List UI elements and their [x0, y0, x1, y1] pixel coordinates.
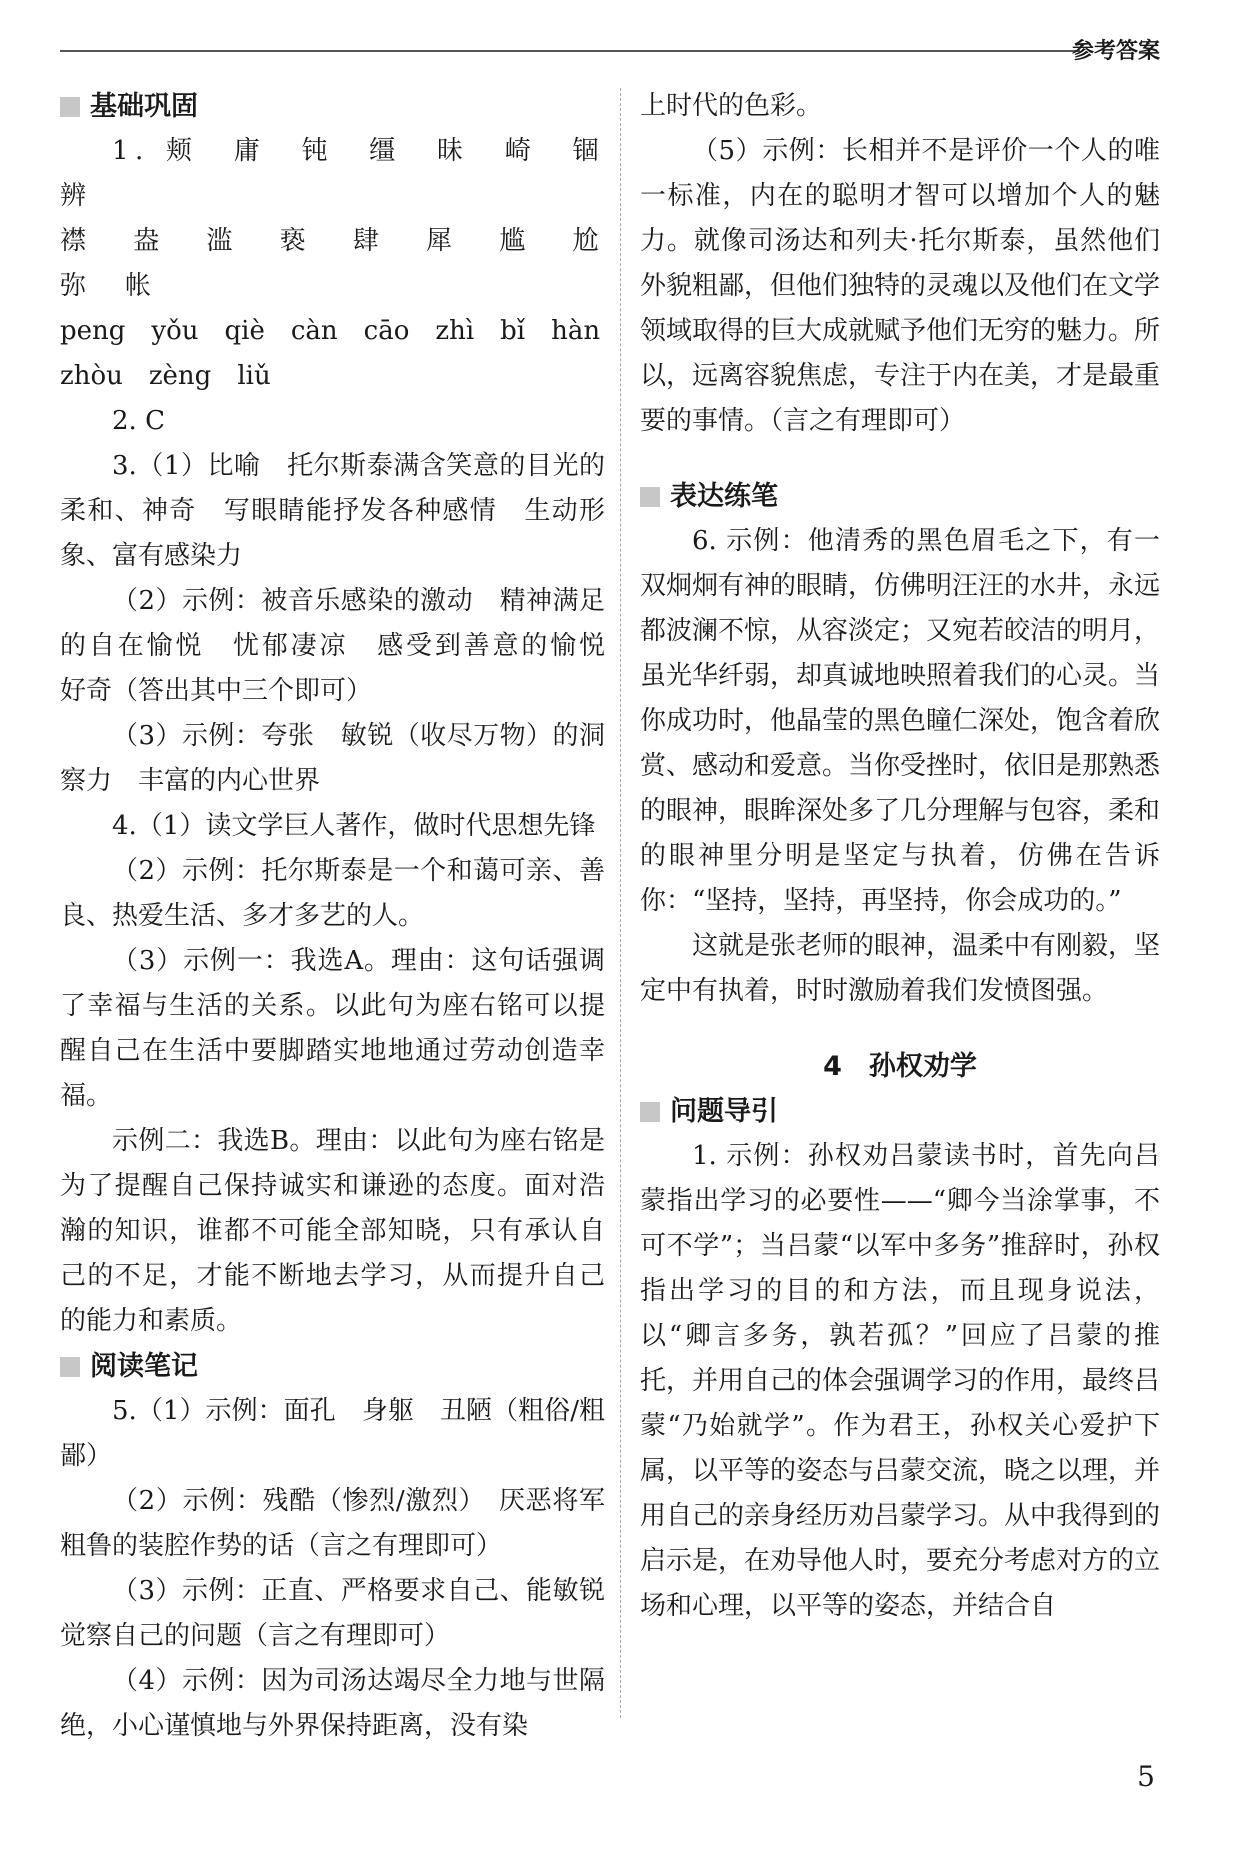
q1-line1: 1. 颊 庸 钝 缰 昧 崎 锢 辨 [60, 136, 638, 211]
q3-part2: （2）示例：被音乐感染的激动 精神满足的自在愉悦 忧郁凄凉 感受到善意的愉悦 好奇（答出其中三个即可） [60, 586, 632, 706]
q4-part1: 4.（1）读文学巨人著作，做时代思想先锋 [112, 811, 596, 841]
section-heading-guide: 问题导引 [640, 1089, 1160, 1134]
header-title: 参考答案 [1071, 39, 1160, 64]
q5-part2: （2）示例：残酷（惨烈/激烈） 厌恶将军粗鲁的装腔作势的话（言之有理即可） [60, 1486, 605, 1561]
q5-part4-continued: 上时代的色彩。 [640, 91, 823, 121]
q4-example2: 示例二：我选B。理由：以此句为座右铭是为了提醒自己保持诚实和谦逊的态度。面对浩瀚的知识，谁都不可能全部知晓，只有承认自己的不足，才能不断地去学习，从而提升自己的能力和素质。 [60, 1126, 605, 1336]
chapter-title: 4 孙权劝学 [823, 1051, 977, 1082]
q5-part5: （5）示例：长相并不是评价一个人的唯一标准，内在的聪明才智可以增加个人的魅力。就像司汤达和列夫·托尔斯泰，虽然他们外貌粗鄙，但他们独特的灵魂以及他们在文学领域取得的巨大成就赋予他们无穷的魅力。所以，远离容貌焦虑，专注于内在美，才是最重要的事情。（言之有理即可） [640, 136, 1161, 436]
page-number: 5 [1137, 1760, 1155, 1793]
q5-part4: （4）示例：因为司汤达竭尽全力地与世隔绝，小心谨慎地与外界保持距离，没有染 [60, 1666, 605, 1741]
q6-closing: 这就是张老师的眼神，温柔中有刚毅，坚定中有执着，时时激励着我们发愤图强。 [640, 931, 1161, 1006]
section-heading-reading: 阅读笔记 [60, 1344, 605, 1389]
guide-q1-answer: 1. 示例：孙权劝吕蒙读书时，首先向吕蒙指出学习的必要性——“卿今当涂掌事，不可不学”；当吕蒙“以军中多务”推辞时，孙权指出学习的目的和方法，而且现身说法，以“卿言多务，孰若孤？”回应了吕蒙的推托，并用自己的体会强调学习的作用，最终吕蒙“乃始就学”。作为君王，孙权关心爱护下属，以平等的姿态与吕蒙交流，晓之以理，并用自己的亲身经历劝吕蒙学习。从中我得到的启示是，在劝导他人时，要充分考虑对方的立场和心理，以平等的姿态，并结合自 [640, 1141, 1161, 1621]
column-divider [620, 88, 621, 1718]
right-column [640, 84, 1160, 1629]
q5-part3: （3）示例：正直、严格要求自己、能敏锐觉察自己的问题（言之有理即可） [60, 1576, 605, 1651]
q1-line2: 襟 盎 滥 亵 肆 犀 尴 尬 弥 帐 [60, 226, 638, 301]
q2-answer: 2. C [112, 406, 165, 436]
q6-answer: 6. 示例：他清秀的黑色眉毛之下，有一双炯炯有神的眼睛，仿佛明汪汪的水井，永远都波澜不惊，从容淡定；又宛若皎洁的明月，虽光华纤弱，却真诚地映照着我们的心灵。当你成功时，他晶莹的黑色瞳仁深处，饱含着欣赏、感动和爱意。当你受挫时，依旧是那熟悉的眼神，眼眸深处多了几分理解与包容，柔和的眼神里分明是坚定与执着，仿佛在告诉你：“坚持，坚持，再坚持，你会成功的。” [640, 526, 1161, 916]
section-heading-basic: 基础巩固 [60, 84, 605, 129]
header-rule [60, 50, 1080, 52]
q3-part3: （3）示例：夸张 敏锐（收尽万物）的洞察力 丰富的内心世界 [60, 721, 605, 796]
left-column [60, 84, 638, 1749]
q4-part2: （2）示例：托尔斯泰是一个和蔼可亲、善良、热爱生活、多才多艺的人。 [60, 856, 605, 931]
q4-part3: （3）示例一：我选A。理由：这句话强调了幸福与生活的关系。以此句为座右铭可以提醒自己在生活中要脚踏实地地通过劳动创造幸福。 [60, 946, 605, 1111]
section-heading-writing: 表达练笔 [640, 474, 1160, 519]
q3-part1: 3.（1）比喻 托尔斯泰满含笑意的目光的柔和、神奇 写眼睛能抒发各种感情 生动形象、富有感染力 [60, 451, 605, 571]
q1-pinyin-line4: zhòu zèng liǔ [60, 361, 271, 391]
q1-pinyin-line3: peng yǒu qiè càn cāo zhì bǐ hàn [60, 316, 601, 346]
q5-part1: 5.（1）示例：面孔 身躯 丑陋（粗俗/粗鄙） [60, 1396, 605, 1471]
